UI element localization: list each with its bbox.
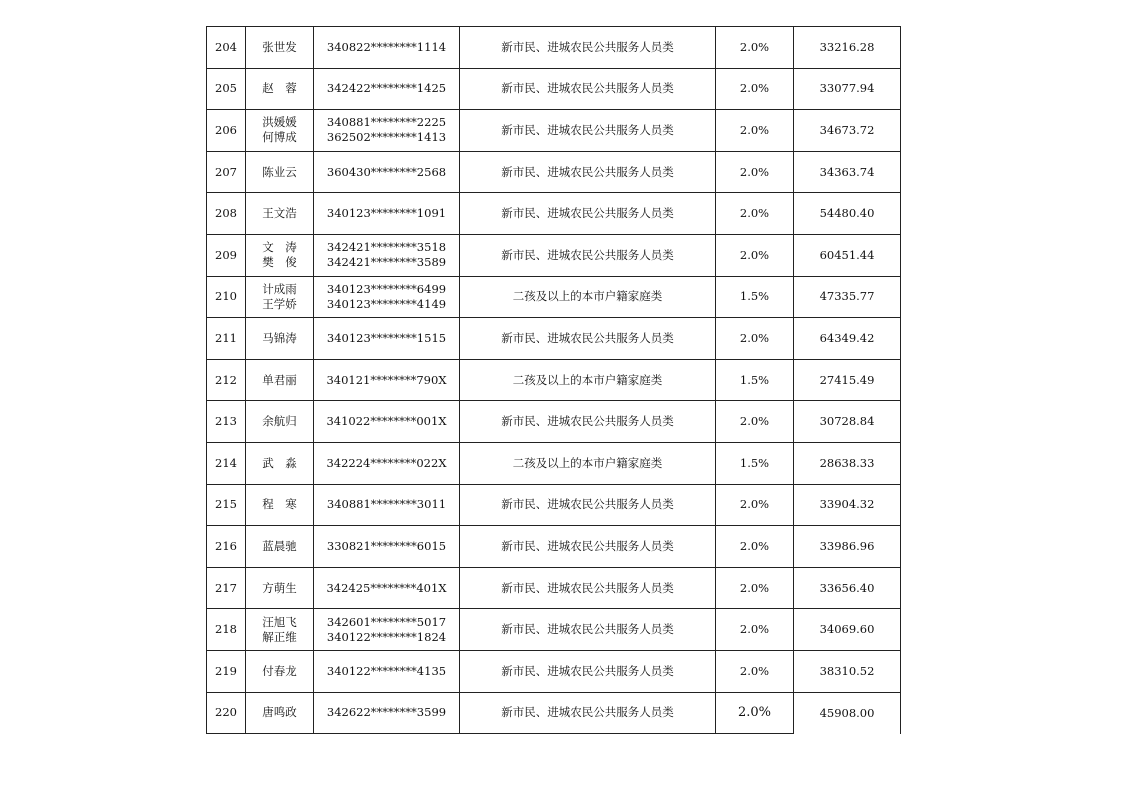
category-cell: 新市民、进城农民公共服务人员类 xyxy=(460,526,716,568)
table-row xyxy=(207,68,901,110)
name-cell-line: 王文浩 xyxy=(262,206,297,221)
row-number-cell: 209 xyxy=(207,234,246,276)
amount-cell: 34673.72 xyxy=(794,110,901,152)
category-cell: 新市民、进城农民公共服务人员类 xyxy=(460,484,716,526)
amount-cell: 33077.94 xyxy=(794,68,901,110)
row-number-cell: 217 xyxy=(207,567,246,609)
id-number-cell xyxy=(314,526,460,568)
name-cell xyxy=(246,609,314,651)
category-cell: 新市民、进城农民公共服务人员类 xyxy=(460,193,716,235)
amount-cell: 27415.49 xyxy=(794,359,901,401)
id-number-cell-line: 340881********3011 xyxy=(326,497,447,512)
rate-cell: 2.0% xyxy=(716,234,794,276)
category-cell: 新市民、进城农民公共服务人员类 xyxy=(460,110,716,152)
name-cell-line: 何博成 xyxy=(262,130,297,145)
category-cell: 新市民、进城农民公共服务人员类 xyxy=(460,151,716,193)
id-number-cell-line: 340122********4135 xyxy=(326,663,447,678)
id-number-cell xyxy=(314,567,460,609)
name-cell-line: 汪旭飞 xyxy=(262,614,297,629)
id-number-cell xyxy=(314,151,460,193)
id-number-cell xyxy=(314,692,460,734)
amount-cell: 45908.00 xyxy=(794,692,901,734)
subsidy-table xyxy=(206,26,901,734)
id-number-cell-line: 340123********4149 xyxy=(326,296,447,311)
table-row xyxy=(207,151,901,193)
row-number-cell: 220 xyxy=(207,692,246,734)
row-number-cell: 214 xyxy=(207,442,246,484)
amount-cell: 54480.40 xyxy=(794,193,901,235)
amount-cell: 33986.96 xyxy=(794,526,901,568)
rate-cell: 2.0% xyxy=(716,650,794,692)
table-row xyxy=(207,110,901,152)
id-number-cell-line: 340822********1114 xyxy=(326,39,447,54)
name-cell-line: 余航归 xyxy=(262,414,297,429)
amount-cell: 64349.42 xyxy=(794,318,901,360)
table-row xyxy=(207,27,901,69)
rate-cell: 2.0% xyxy=(716,401,794,443)
row-number-cell: 213 xyxy=(207,401,246,443)
id-number-cell-line: 340122********1824 xyxy=(326,629,447,644)
id-number-cell-line: 360430********2568 xyxy=(326,164,447,179)
rate-cell: 2.0% xyxy=(716,609,794,651)
name-cell-line: 赵 蓉 xyxy=(262,81,297,96)
name-cell-line: 陈业云 xyxy=(262,164,297,179)
id-number-cell-line: 342601********5017 xyxy=(326,614,447,629)
rate-cell: 2.0% xyxy=(716,110,794,152)
name-cell xyxy=(246,276,314,318)
category-cell: 新市民、进城农民公共服务人员类 xyxy=(460,234,716,276)
category-cell: 新市民、进城农民公共服务人员类 xyxy=(460,68,716,110)
rate-cell: 2.0% xyxy=(716,318,794,360)
rate-cell: 2.0% xyxy=(716,193,794,235)
table-row xyxy=(207,567,901,609)
id-number-cell-line: 362502********1413 xyxy=(326,130,447,145)
rate-cell: 2.0% xyxy=(716,68,794,110)
name-cell-line: 程 寒 xyxy=(262,497,297,512)
name-cell xyxy=(246,110,314,152)
amount-cell: 34069.60 xyxy=(794,609,901,651)
name-cell xyxy=(246,526,314,568)
table-row xyxy=(207,234,901,276)
id-number-cell xyxy=(314,193,460,235)
name-cell xyxy=(246,151,314,193)
category-cell: 新市民、进城农民公共服务人员类 xyxy=(460,567,716,609)
id-number-cell-line: 342425********401X xyxy=(326,580,447,595)
table-row xyxy=(207,276,901,318)
id-number-cell xyxy=(314,442,460,484)
id-number-cell xyxy=(314,276,460,318)
name-cell xyxy=(246,359,314,401)
rate-cell: 1.5% xyxy=(716,359,794,401)
name-cell-line: 武 淼 xyxy=(262,455,297,470)
category-cell: 二孩及以上的本市户籍家庭类 xyxy=(460,276,716,318)
rate-cell: 2.0% xyxy=(716,692,794,734)
id-number-cell xyxy=(314,234,460,276)
name-cell-line: 解正维 xyxy=(262,629,297,644)
name-cell xyxy=(246,650,314,692)
category-cell: 新市民、进城农民公共服务人员类 xyxy=(460,692,716,734)
table-row xyxy=(207,484,901,526)
row-number-cell: 212 xyxy=(207,359,246,401)
row-number-cell: 216 xyxy=(207,526,246,568)
name-cell xyxy=(246,567,314,609)
amount-cell: 34363.74 xyxy=(794,151,901,193)
id-number-cell-line: 342422********1425 xyxy=(326,81,447,96)
name-cell xyxy=(246,318,314,360)
row-number-cell: 208 xyxy=(207,193,246,235)
rate-cell: 2.0% xyxy=(716,526,794,568)
id-number-cell xyxy=(314,110,460,152)
id-number-cell xyxy=(314,650,460,692)
amount-cell: 47335.77 xyxy=(794,276,901,318)
row-number-cell: 211 xyxy=(207,318,246,360)
subsidy-list-sheet xyxy=(206,26,901,734)
name-cell xyxy=(246,692,314,734)
row-number-cell: 207 xyxy=(207,151,246,193)
id-number-cell xyxy=(314,68,460,110)
id-number-cell-line: 342224********022X xyxy=(326,455,447,470)
category-cell: 新市民、进城农民公共服务人员类 xyxy=(460,609,716,651)
id-number-cell xyxy=(314,609,460,651)
name-cell xyxy=(246,68,314,110)
name-cell xyxy=(246,27,314,69)
name-cell xyxy=(246,234,314,276)
table-row xyxy=(207,526,901,568)
row-number-cell: 204 xyxy=(207,27,246,69)
table-row xyxy=(207,650,901,692)
table-row xyxy=(207,359,901,401)
table-row xyxy=(207,193,901,235)
table-row xyxy=(207,442,901,484)
amount-cell: 33904.32 xyxy=(794,484,901,526)
id-number-cell-line: 340123********6499 xyxy=(326,281,447,296)
rate-cell: 1.5% xyxy=(716,276,794,318)
amount-cell: 33216.28 xyxy=(794,27,901,69)
id-number-cell-line: 340881********2225 xyxy=(326,115,447,130)
name-cell xyxy=(246,193,314,235)
row-number-cell: 215 xyxy=(207,484,246,526)
category-cell: 新市民、进城农民公共服务人员类 xyxy=(460,27,716,69)
id-number-cell-line: 340123********1515 xyxy=(326,330,447,345)
category-cell: 新市民、进城农民公共服务人员类 xyxy=(460,401,716,443)
category-cell: 二孩及以上的本市户籍家庭类 xyxy=(460,442,716,484)
name-cell-line: 文 涛 xyxy=(262,240,297,255)
amount-cell: 33656.40 xyxy=(794,567,901,609)
id-number-cell-line: 340123********1091 xyxy=(326,206,447,221)
row-number-cell: 210 xyxy=(207,276,246,318)
name-cell-line: 樊 俊 xyxy=(262,255,297,270)
category-cell: 二孩及以上的本市户籍家庭类 xyxy=(460,359,716,401)
id-number-cell xyxy=(314,401,460,443)
rate-cell: 2.0% xyxy=(716,484,794,526)
id-number-cell-line: 330821********6015 xyxy=(326,538,447,553)
id-number-cell xyxy=(314,27,460,69)
id-number-cell-line: 340121********790X xyxy=(326,372,447,387)
amount-cell: 38310.52 xyxy=(794,650,901,692)
table-row xyxy=(207,318,901,360)
id-number-cell-line: 342421********3589 xyxy=(326,255,447,270)
table-row xyxy=(207,692,901,734)
name-cell-line: 王学娇 xyxy=(262,296,297,311)
name-cell-line: 马锦涛 xyxy=(262,330,297,345)
name-cell-line: 洪媛媛 xyxy=(262,115,297,130)
category-cell: 新市民、进城农民公共服务人员类 xyxy=(460,650,716,692)
row-number-cell: 218 xyxy=(207,609,246,651)
id-number-cell xyxy=(314,359,460,401)
id-number-cell-line: 342421********3518 xyxy=(326,240,447,255)
table-body xyxy=(207,27,901,734)
name-cell-line: 单君丽 xyxy=(262,372,297,387)
rate-cell: 2.0% xyxy=(716,27,794,69)
name-cell-line: 张世发 xyxy=(262,39,297,54)
name-cell xyxy=(246,401,314,443)
name-cell-line: 付春龙 xyxy=(262,663,297,678)
table-row xyxy=(207,609,901,651)
row-number-cell: 219 xyxy=(207,650,246,692)
rate-cell: 2.0% xyxy=(716,151,794,193)
table-row xyxy=(207,401,901,443)
name-cell-line: 蓝晨驰 xyxy=(262,538,297,553)
rate-cell: 1.5% xyxy=(716,442,794,484)
amount-cell: 30728.84 xyxy=(794,401,901,443)
id-number-cell-line: 342622********3599 xyxy=(326,705,447,720)
amount-cell: 60451.44 xyxy=(794,234,901,276)
row-number-cell: 205 xyxy=(207,68,246,110)
name-cell-line: 唐鸣政 xyxy=(262,705,297,720)
id-number-cell-line: 341022********001X xyxy=(326,414,447,429)
category-cell: 新市民、进城农民公共服务人员类 xyxy=(460,318,716,360)
name-cell xyxy=(246,484,314,526)
name-cell-line: 方萌生 xyxy=(262,580,297,595)
rate-cell: 2.0% xyxy=(716,567,794,609)
row-number-cell: 206 xyxy=(207,110,246,152)
name-cell-line: 计成雨 xyxy=(262,281,297,296)
amount-cell: 28638.33 xyxy=(794,442,901,484)
id-number-cell xyxy=(314,318,460,360)
name-cell xyxy=(246,442,314,484)
id-number-cell xyxy=(314,484,460,526)
